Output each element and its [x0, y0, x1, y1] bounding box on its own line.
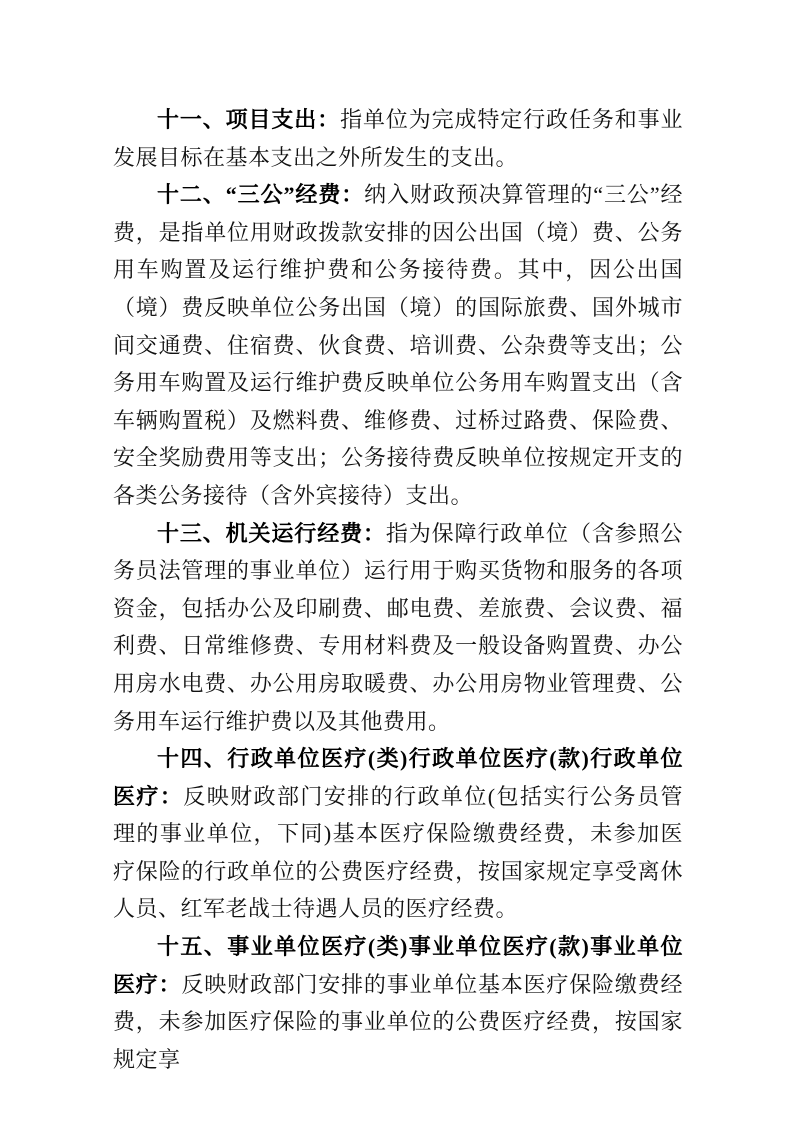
paragraph-item-13 [113, 515, 683, 741]
paragraph-heading: 十三、机关运行经费： [157, 520, 386, 546]
paragraph-heading: 十五、事业单位医疗(类)事业单位医疗(款)事业单位医疗： [113, 934, 683, 997]
paragraph-text: 反映财政部门安排的行政单位(包括实行公务员管理的事业单位，下同)基本医疗保险缴费经费，未参加医疗保险的行政单位的公费医疗经费，按国家规定享受离休人员、红军老战士待遇人员的医疗经费。 [113, 783, 683, 922]
paragraph-item-11 [113, 101, 683, 176]
paragraph-text: 指单位为完成特定行政任务和事业发展目标在基本支出之外所发生的支出。 [113, 107, 683, 170]
paragraph-item-14 [113, 740, 683, 928]
paragraph-text: 指为保障行政单位（含参照公务员法管理的事业单位）运行用于购买货物和服务的各项资金，包括办公及印刷费、邮电费、差旅费、会议费、福利费、日常维修费、专用材料费及一般设备购置费、办公用房水电费、办公用房取暖费、办公用房物业管理费、公务用车运行维护费以及其他费用。 [113, 520, 683, 734]
paragraph-item-12 [113, 176, 683, 514]
paragraph-heading: 十一、项目支出： [157, 107, 341, 132]
paragraph-text: 纳入财政预决算管理的“三公”经费，是指单位用财政拨款安排的因公出国（境）费、公务用车购置及运行维护费和公务接待费。其中，因公出国（境）费反映单位公务出国（境）的国际旅费、国外城市间交通费、住宿费、伙食费、培训费、公杂费等支出；公务用车购置及运行维护费反映单位公务用车购置支出（含车辆购置税）及燃料费、维修费、过桥过路费、保险费、安全奖励费用等支出；公务接待费反映单位按规定开支的各类公务接待（含外宾接待）支出。 [113, 182, 683, 508]
paragraph-item-15 [113, 928, 683, 1078]
paragraph-heading: 十二、“三公”经费： [157, 182, 365, 208]
document-content [113, 101, 683, 1078]
paragraph-heading: 十四、行政单位医疗(类)行政单位医疗(款)行政单位医疗： [113, 746, 683, 809]
paragraph-text: 反映财政部门安排的事业单位基本医疗保险缴费经费，未参加医疗保险的事业单位的公费医疗经费，按国家规定享 [113, 971, 683, 1072]
